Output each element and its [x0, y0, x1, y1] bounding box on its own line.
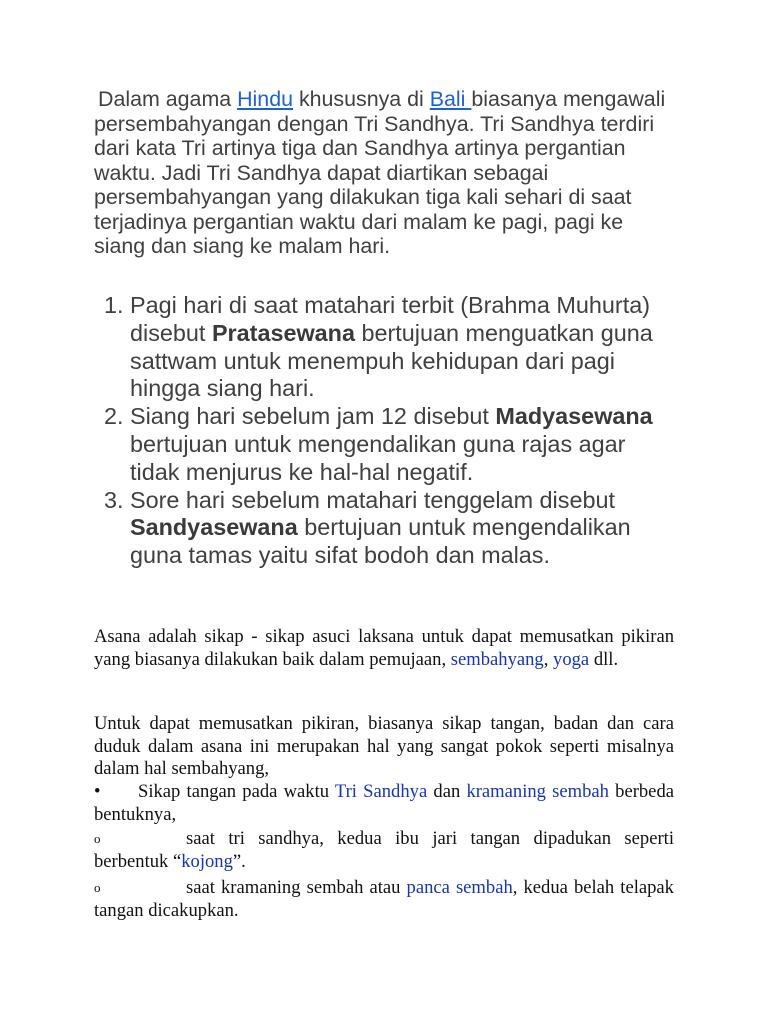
- list-text-before: Siang hari sebelum jam 12 disebut: [130, 403, 496, 430]
- bullet-item: [94, 781, 674, 826]
- untuk-paragraph: [94, 713, 674, 781]
- intro-paragraph: [94, 87, 674, 259]
- link-sembahyang[interactable]: sembahyang: [450, 648, 544, 670]
- link-yoga[interactable]: yoga: [553, 648, 590, 670]
- list-text-after: bertujuan untuk mengendalikan guna rajas agar tidak menjurus ke hal-hal negatif.: [130, 430, 626, 485]
- term-pratasewana: Pratasewana: [211, 319, 355, 346]
- asana-paragraph: [94, 626, 674, 671]
- list-item-sandyasewana: [104, 487, 664, 570]
- bullet-text-1: Sikap tangan pada waktu: [138, 781, 335, 802]
- sub-item-tri-sandhya: [94, 828, 674, 873]
- link-tri-sandhya[interactable]: Tri Sandhya: [334, 781, 428, 802]
- circle-marker: o: [94, 831, 101, 846]
- list-number: 1.: [104, 292, 124, 318]
- link-kojong[interactable]: kojong: [181, 850, 233, 872]
- sub-item-text-2: , kedua belah telapak tangan dicakupkan.: [94, 877, 674, 921]
- list-number: 3.: [104, 486, 124, 513]
- intro-text-2: khususnya di: [293, 87, 430, 111]
- list-text-after: bertujuan menguatkan guna sattwam untuk menempuh kehidupan dari pagi hingga siang hari.: [130, 319, 653, 402]
- bullet-text-3: berbeda bentuknya,: [94, 781, 674, 825]
- asana-comma: ,: [543, 648, 554, 670]
- term-sandyasewana: Sandyasewana: [130, 514, 298, 541]
- untuk-text: Untuk dapat memusatkan pikiran, biasanya sikap tangan, badan dan cara duduk dalam asana ini merupakan hal yang sangat pokok seperti misalnya dalam hal sembahyang,: [94, 713, 674, 779]
- sub-item-kramaning-sembah: [94, 877, 674, 922]
- sub-item-text-1: saat tri sandhya, kedua ibu jari tangan dipadukan seperti berbentuk “: [94, 828, 674, 872]
- list-item-pratasewana: [104, 292, 664, 403]
- sandhya-times-list: [104, 292, 664, 570]
- link-bali[interactable]: Bali: [429, 87, 472, 111]
- list-text-after: bertujuan untuk mengendalikan guna tamas yaitu sifat bodoh dan malas.: [130, 514, 631, 569]
- term-madyasewana: Madyasewana: [495, 403, 653, 430]
- bullet-text-2: dan: [427, 781, 467, 802]
- sub-item-text-1: saat kramaning sembah atau: [186, 877, 407, 898]
- list-text-before: Sore hari sebelum matahari tenggelam disebut: [130, 486, 615, 513]
- sub-item-text-2: ”.: [232, 850, 246, 872]
- asana-text: Asana adalah sikap - sikap asuci laksana untuk dapat memusatkan pikiran yang biasanya dilakukan baik dalam pemujaan,: [94, 626, 674, 670]
- link-kramaning-sembah[interactable]: kramaning sembah: [466, 781, 609, 802]
- bullet-marker: •: [94, 781, 101, 802]
- circle-marker: o: [94, 880, 101, 895]
- asana-end: dll.: [589, 648, 619, 670]
- list-item-madyasewana: [104, 403, 664, 486]
- list-text-before: Pagi hari di saat matahari terbit (Brahma Muhurta) disebut: [130, 292, 651, 346]
- intro-text-1: Dalam agama: [98, 87, 238, 111]
- intro-text-3: biasanya mengawali persembahyangan dengan Tri Sandhya. Tri Sandhya terdiri dari kata Tri artinya tiga dan Sandhya artinya pergantian waktu. Jadi Tri Sandhya dapat diartikan sebagai persembahyangan yang dilakukan tiga kali sehari di saat terjadinya pergantian waktu dari malam ke pagi, pagi ke siang dan siang ke malam hari.: [94, 87, 666, 258]
- link-hindu[interactable]: Hindu: [237, 87, 293, 111]
- list-number: 2.: [104, 403, 124, 430]
- link-panca-sembah[interactable]: panca sembah: [406, 877, 513, 898]
